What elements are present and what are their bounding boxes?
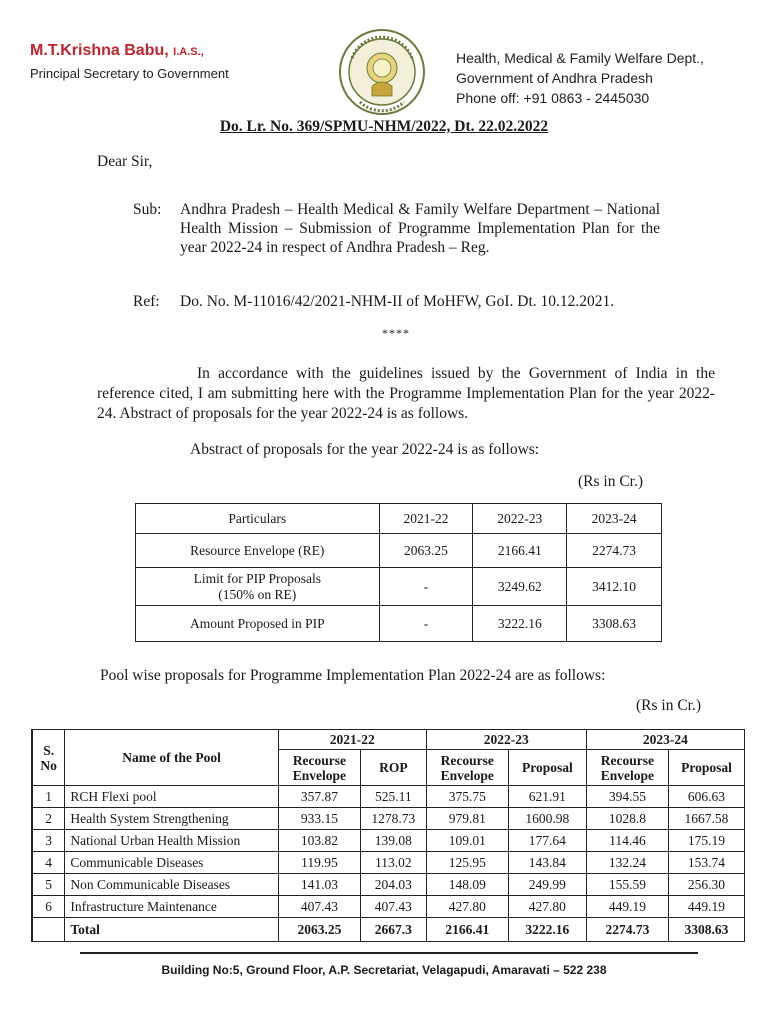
sub-header: ROP bbox=[361, 750, 427, 786]
table-cell: 249.99 bbox=[508, 874, 586, 896]
table-row bbox=[136, 606, 662, 642]
table-cell: 525.11 bbox=[361, 786, 427, 808]
table-row bbox=[32, 808, 745, 830]
table-cell: 2166.41 bbox=[426, 918, 508, 942]
table-cell: Resource Envelope (RE) bbox=[136, 534, 380, 568]
table-cell: 2667.3 bbox=[361, 918, 427, 942]
table-cell: 427.80 bbox=[426, 896, 508, 918]
table-cell: 143.84 bbox=[508, 852, 586, 874]
table-cell: 256.30 bbox=[668, 874, 744, 896]
pool-name-header: Name of the Pool bbox=[65, 730, 279, 786]
table-cell: 5 bbox=[32, 874, 65, 896]
table-cell: Limit for PIP Proposals (150% on RE) bbox=[136, 568, 380, 606]
table-cell: 1028.8 bbox=[586, 808, 668, 830]
table-cell: 139.08 bbox=[361, 830, 427, 852]
table-cell: 3222.16 bbox=[508, 918, 586, 942]
sub-header: Recourse Envelope bbox=[426, 750, 508, 786]
table-row bbox=[32, 852, 745, 874]
table-cell: 2274.73 bbox=[586, 918, 668, 942]
total-label: Total bbox=[65, 918, 279, 942]
table-cell: Infrastructure Maintenance bbox=[65, 896, 279, 918]
table-cell: 357.87 bbox=[278, 786, 360, 808]
sub-header: Proposal bbox=[508, 750, 586, 786]
table-row bbox=[32, 786, 745, 808]
sub-header: Recourse Envelope bbox=[586, 750, 668, 786]
subject-label: Sub: bbox=[133, 201, 162, 218]
table-cell: 4 bbox=[32, 852, 65, 874]
table-cell: 2166.41 bbox=[473, 534, 567, 568]
table-cell: 427.80 bbox=[508, 896, 586, 918]
abstract-heading: Abstract of proposals for the year 2022-24 is as follows: bbox=[190, 441, 540, 458]
table-cell: 1278.73 bbox=[361, 808, 427, 830]
subject-text: Andhra Pradesh – Health Medical & Family Welfare Department – National Health Mission – Submission of Programme Implementation Plan for the year 2022-24 in respect of Andhra Pradesh – Reg. bbox=[180, 201, 660, 256]
table-cell: 1 bbox=[32, 786, 65, 808]
reference-label: Ref: bbox=[133, 293, 160, 310]
table-cell: Amount Proposed in PIP bbox=[136, 606, 380, 642]
table-cell: 204.03 bbox=[361, 874, 427, 896]
unit-label: (Rs in Cr.) bbox=[578, 473, 644, 490]
column-header: 2022-23 bbox=[473, 504, 567, 534]
officer-name bbox=[30, 42, 204, 60]
table-cell: Communicable Diseases bbox=[65, 852, 279, 874]
table-cell: 3249.62 bbox=[473, 568, 567, 606]
table-cell: 2 bbox=[32, 808, 65, 830]
table-cell: 141.03 bbox=[278, 874, 360, 896]
total-row bbox=[32, 918, 745, 942]
table-cell: 2063.25 bbox=[379, 534, 473, 568]
table-cell: 2274.73 bbox=[567, 534, 662, 568]
table-cell: 449.19 bbox=[586, 896, 668, 918]
pool-heading: Pool wise proposals for Programme Implementation Plan 2022-24 are as follows: bbox=[100, 667, 606, 684]
table-cell: 109.01 bbox=[426, 830, 508, 852]
table-cell bbox=[32, 918, 65, 942]
table-cell: 3 bbox=[32, 830, 65, 852]
table-cell: 407.43 bbox=[278, 896, 360, 918]
table-cell: 449.19 bbox=[668, 896, 744, 918]
table-cell: 3308.63 bbox=[668, 918, 744, 942]
table-cell: 114.46 bbox=[586, 830, 668, 852]
table-cell: 113.02 bbox=[361, 852, 427, 874]
sub-header: Proposal bbox=[668, 750, 744, 786]
table-cell: 394.55 bbox=[586, 786, 668, 808]
column-header: 2023-24 bbox=[567, 504, 662, 534]
table-cell: 621.91 bbox=[508, 786, 586, 808]
table-row bbox=[32, 830, 745, 852]
table-cell: 3308.63 bbox=[567, 606, 662, 642]
table-row bbox=[32, 874, 745, 896]
table-cell: Health System Strengthening bbox=[65, 808, 279, 830]
body-paragraph-text: In accordance with the guidelines issued by the Government of India in the reference cited, I am submitting here with the Programme Implementation Plan for the year 2022-24. Abstract of proposals for the year 2022-24 is as follows. bbox=[97, 365, 715, 422]
unit-label: (Rs in Cr.) bbox=[636, 697, 702, 714]
reference-text: Do. No. M-11016/42/2021-NHM-II of MoHFW, GoI. Dt. 10.12.2021. bbox=[180, 293, 615, 310]
body-paragraph bbox=[97, 364, 715, 424]
table-cell: - bbox=[379, 568, 473, 606]
government-name: Government of Andhra Pradesh bbox=[456, 70, 653, 86]
table-cell: 148.09 bbox=[426, 874, 508, 896]
table-cell: Non Communicable Diseases bbox=[65, 874, 279, 896]
year-header: 2023-24 bbox=[586, 730, 744, 750]
table-cell: - bbox=[379, 606, 473, 642]
table-cell: 407.43 bbox=[361, 896, 427, 918]
officer-name-text: M.T.Krishna Babu, bbox=[30, 42, 169, 59]
year-header: 2022-23 bbox=[426, 730, 586, 750]
footer-divider bbox=[80, 952, 698, 954]
letter-reference-number: Do. Lr. No. 369/SPMU-NHM/2022, Dt. 22.02.2022 bbox=[219, 118, 549, 135]
table-cell: 177.64 bbox=[508, 830, 586, 852]
table-cell: 375.75 bbox=[426, 786, 508, 808]
section-separator: **** bbox=[382, 326, 410, 340]
table-cell: 2063.25 bbox=[278, 918, 360, 942]
table-cell: 119.95 bbox=[278, 852, 360, 874]
sno-header: S. No bbox=[32, 730, 65, 786]
table-cell: 3412.10 bbox=[567, 568, 662, 606]
table-cell: RCH Flexi pool bbox=[65, 786, 279, 808]
officer-designation: Principal Secretary to Government bbox=[30, 66, 229, 81]
department-name: Health, Medical & Family Welfare Dept., bbox=[456, 50, 704, 66]
table-row bbox=[32, 896, 745, 918]
table-cell: 175.19 bbox=[668, 830, 744, 852]
table-cell: 979.81 bbox=[426, 808, 508, 830]
column-header: Particulars bbox=[136, 504, 380, 534]
table-cell: 103.82 bbox=[278, 830, 360, 852]
table-cell: 6 bbox=[32, 896, 65, 918]
office-phone: Phone off: +91 0863 - 2445030 bbox=[456, 90, 650, 106]
salutation: Dear Sir, bbox=[97, 153, 153, 170]
pool-table bbox=[31, 729, 745, 942]
abstract-table bbox=[135, 503, 662, 642]
footer-address: Building No:5, Ground Floor, A.P. Secretariat, Velagapudi, Amaravati – 522 238 bbox=[161, 963, 607, 977]
table-cell: 153.74 bbox=[668, 852, 744, 874]
table-cell: 933.15 bbox=[278, 808, 360, 830]
table-cell: 3222.16 bbox=[473, 606, 567, 642]
table-cell: 606.63 bbox=[668, 786, 744, 808]
table-header-row bbox=[136, 504, 662, 534]
table-header-row bbox=[32, 730, 745, 750]
table-cell: 1667.58 bbox=[668, 808, 744, 830]
sub-header: Recourse Envelope bbox=[278, 750, 360, 786]
table-cell: 155.59 bbox=[586, 874, 668, 896]
table-cell: 132.24 bbox=[586, 852, 668, 874]
column-header: 2021-22 bbox=[379, 504, 473, 534]
table-cell: 1600.98 bbox=[508, 808, 586, 830]
officer-honorific: I.A.S., bbox=[173, 46, 204, 58]
table-row bbox=[136, 534, 662, 568]
table-row bbox=[136, 568, 662, 606]
state-emblem-icon bbox=[338, 28, 426, 116]
table-cell: 125.95 bbox=[426, 852, 508, 874]
table-cell: National Urban Health Mission bbox=[65, 830, 279, 852]
year-header: 2021-22 bbox=[278, 730, 426, 750]
